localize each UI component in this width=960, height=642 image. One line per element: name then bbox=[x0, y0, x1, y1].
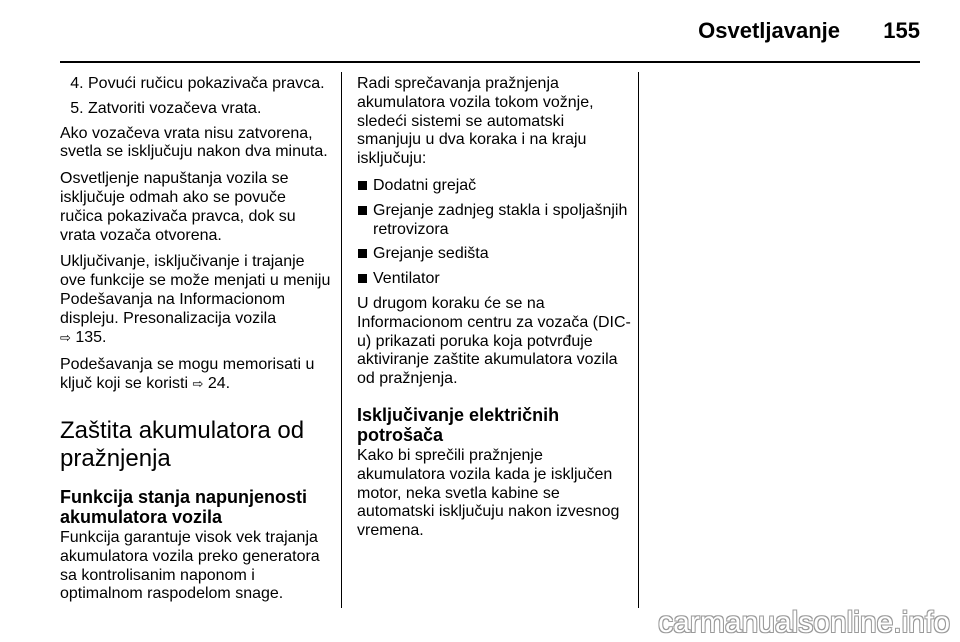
bullet-list bbox=[357, 177, 632, 289]
list-item: Dodatni grejač bbox=[357, 177, 632, 196]
step-text: Zatvoriti vozačeva vrata. bbox=[88, 99, 262, 117]
paragraph-text: Podešavanja se mogu memorisati u ključ koji se koristi bbox=[60, 356, 315, 393]
paragraph: Kako bi sprečili pražnjenje akumulatora vozila kada je isključen motor, neka svetla kabine se automatski isključuju nakon izvesnog vremena. bbox=[357, 446, 620, 540]
column-middle bbox=[357, 75, 632, 549]
paragraph-text: Uključivanje, isključivanje i trajanje ove funkcije se može menjati u meniju Podešavanja na Informacionom displeju. Presonalizacija vozila bbox=[60, 253, 331, 327]
paragraph: Radi sprečavanja pražnjenja akumulatora vozila tokom vožnje, sledeći sistemi se automatski smanjuju u dva koraka i na kraju isključuju: bbox=[357, 75, 594, 168]
square-bullet-icon bbox=[358, 181, 367, 190]
subsection-heading: Funkcija stanja napunjenosti akumulatora vozila bbox=[60, 486, 308, 527]
square-bullet-icon bbox=[358, 274, 367, 283]
section-heading: Zaštita akumulatora od pražnjenja bbox=[60, 416, 305, 472]
paragraph: U drugom koraku će se na Informacionom centru za vozača (DIC-u) prikazati poruka koja potvrđuje aktiviranje zaštite akumulatora vozila od pražnjenja. bbox=[357, 294, 631, 388]
paragraph bbox=[60, 356, 332, 395]
list-item: Ventilator bbox=[357, 270, 632, 289]
paragraph: Osvetljenje napuštanja vozila se isključuje odmah ako se povuče ručica pokazivača pravca, dok su vrata vozača otvorena. bbox=[60, 170, 296, 244]
list-item: Grejanje zadnjeg stakla i spoljašnjih retrovizora bbox=[357, 202, 632, 240]
column-left bbox=[60, 75, 332, 612]
page-reference-arrow-icon: ⇨ bbox=[192, 377, 204, 393]
paragraph: Ako vozačeva vrata nisu zatvorena, svetla se isključuju nakon dva minuta. bbox=[60, 124, 328, 161]
step-4 bbox=[88, 75, 332, 94]
subsection-heading: Isključivanje električnih potrošača bbox=[357, 404, 560, 445]
list-item: Grejanje sedišta bbox=[357, 245, 632, 264]
page-reference[interactable]: 24. bbox=[207, 375, 231, 393]
square-bullet-icon bbox=[358, 206, 367, 215]
paragraph bbox=[60, 253, 332, 348]
page-number: 155 bbox=[883, 18, 920, 43]
column-divider-left bbox=[341, 72, 342, 608]
steps-list bbox=[60, 75, 332, 119]
page-reference[interactable]: 135. bbox=[75, 328, 107, 346]
paragraph: Funkcija garantuje visok vek trajanja akumulatora vozila preko generatora sa kontrolisanim naponom i optimalnom raspodelom snage. bbox=[60, 528, 320, 603]
chapter-title: Osvetljavanje bbox=[698, 18, 840, 43]
watermark: carmanualsonline.info bbox=[658, 606, 950, 639]
page-reference-arrow-icon: ⇨ bbox=[60, 330, 71, 346]
square-bullet-icon bbox=[358, 249, 367, 258]
column-divider-right bbox=[638, 72, 639, 608]
header-rule bbox=[60, 61, 920, 63]
step-5 bbox=[88, 100, 332, 119]
step-text: Povući ručicu pokazivača pravca. bbox=[88, 75, 325, 92]
